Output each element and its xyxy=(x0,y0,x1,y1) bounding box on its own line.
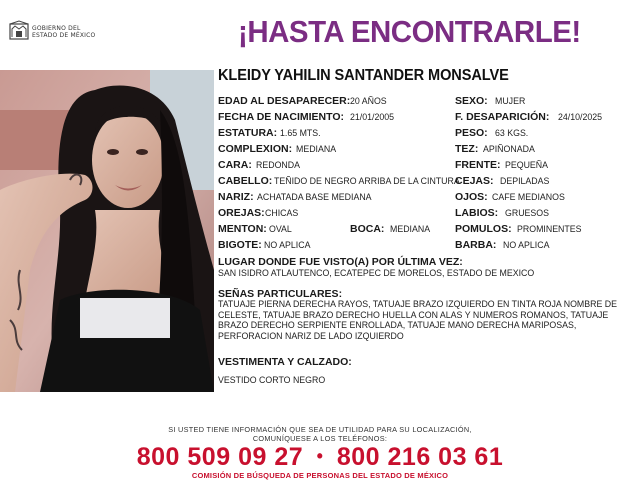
footer-note-line-2: COMUNÍQUESE A LOS TELÉFONOS: xyxy=(252,434,388,443)
complexion-value: MEDIANA xyxy=(296,144,337,154)
person-photo xyxy=(0,70,214,392)
nacimiento-label: FECHA DE NACIMIENTO: xyxy=(218,111,344,123)
complexion-label: COMPLEXION: xyxy=(218,143,293,155)
menton-value: OVAL xyxy=(269,224,292,234)
footer-note-line-1: SI USTED TIENE INFORMACIÓN QUE SEA DE UTILIDAD PARA SU LOCALIZACIÓN, xyxy=(168,425,472,434)
desaparicion-value: 24/10/2025 xyxy=(558,112,603,122)
commission-name: COMISIÓN DE BÚSQUEDA DE PERSONAS DEL ESTADO DE MÉXICO xyxy=(191,471,449,480)
pomulos-value: PROMINENTES xyxy=(517,224,582,234)
bigote-label: BIGOTE: xyxy=(218,239,262,251)
cejas-label: CEJAS: xyxy=(455,175,494,187)
edad-label: EDAD AL DESAPARECER: xyxy=(218,95,351,107)
footer-note xyxy=(0,425,640,443)
orejas-label: OREJAS: xyxy=(218,207,265,219)
government-logo xyxy=(8,20,118,46)
logo-text xyxy=(32,25,95,39)
barba-value: NO APLICA xyxy=(503,240,550,250)
phone-numbers xyxy=(0,443,640,472)
person-name: KLEIDY YAHILIN SANTANDER MONSALVE xyxy=(218,67,509,84)
nacimiento-value: 21/01/2005 xyxy=(350,112,395,122)
nariz-label: NARIZ: xyxy=(218,191,254,203)
frente-value: PEQUEÑA xyxy=(505,160,549,170)
ojos-label: OJOS: xyxy=(455,191,488,203)
clothing-value: VESTIDO CORTO NEGRO xyxy=(218,375,326,385)
cabello-value: TEÑIDO DE NEGRO ARRIBA DE LA CINTURA xyxy=(274,176,460,186)
state-emblem-icon xyxy=(8,20,30,42)
headline: ¡HASTA ENCONTRARLE! xyxy=(238,14,581,49)
cara-label: CARA: xyxy=(218,159,252,171)
location-value: SAN ISIDRO ATLAUTENCO, ECATEPEC DE MORELOS, ESTADO DE MEXICO xyxy=(218,268,535,278)
cara-value: REDONDA xyxy=(256,160,300,170)
cejas-value: DEPILADAS xyxy=(500,176,550,186)
frente-label: FRENTE: xyxy=(455,159,501,171)
sexo-value: MUJER xyxy=(495,96,526,106)
marks-value: TATUAJE PIERNA DERECHA RAYOS, TATUAJE BRAZO IZQUIERDO EN TINTA ROJA NOMBRE DE CELESTE, TATUAJE BRAZO DERECHO HUELLA CON ALAS Y NUMEROS ROMANOS, TATUAJE BRAZO DERECHO SERPIENTE ENROLLADA, TATUAJE MANO DERECHA MARIPOSAS, PERFORACION NARIZ DE LADO IZQUIERDO xyxy=(218,299,618,341)
tez-label: TEZ: xyxy=(455,143,479,155)
peso-value: 63 KGS. xyxy=(495,128,529,138)
location-label: LUGAR DONDE FUE VISTO(A) POR ÚLTIMA VEZ: xyxy=(218,256,463,268)
peso-label: PESO: xyxy=(455,127,488,139)
menton-label: MENTON: xyxy=(218,223,267,235)
logo-line-2: ESTADO DE MÉXICO xyxy=(32,32,96,39)
labios-label: LABIOS: xyxy=(455,207,499,219)
clothing-label: VESTIMENTA Y CALZADO: xyxy=(218,356,352,368)
sexo-label: SEXO: xyxy=(455,95,488,107)
person-photo-illustration xyxy=(0,70,214,392)
phone-2[interactable]: 800 216 03 61 xyxy=(336,443,504,471)
pomulos-label: POMULOS: xyxy=(455,223,512,235)
nariz-value: ACHATADA BASE MEDIANA xyxy=(257,192,372,202)
orejas-value: CHICAS xyxy=(265,208,299,218)
logo-line-1: GOBIERNO DEL xyxy=(32,25,81,32)
edad-value: 20 AÑOS xyxy=(350,96,387,106)
estatura-value: 1.65 MTS. xyxy=(280,128,321,138)
tez-value: APIÑONADA xyxy=(483,144,535,154)
boca-label: BOCA: xyxy=(350,223,385,235)
labios-value: GRUESOS xyxy=(505,208,549,218)
barba-label: BARBA: xyxy=(455,239,497,251)
estatura-label: ESTATURA: xyxy=(218,127,278,139)
cabello-label: CABELLO: xyxy=(218,175,273,187)
phone-separator: • xyxy=(316,446,324,466)
boca-value: MEDIANA xyxy=(390,224,431,234)
desaparicion-label: F. DESAPARICIÓN: xyxy=(455,111,550,123)
marks-label: SEÑAS PARTICULARES: xyxy=(218,288,343,300)
phone-1[interactable]: 800 509 09 27 xyxy=(136,443,304,471)
bigote-value: NO APLICA xyxy=(264,240,311,250)
ojos-value: CAFE MEDIANOS xyxy=(492,192,565,202)
